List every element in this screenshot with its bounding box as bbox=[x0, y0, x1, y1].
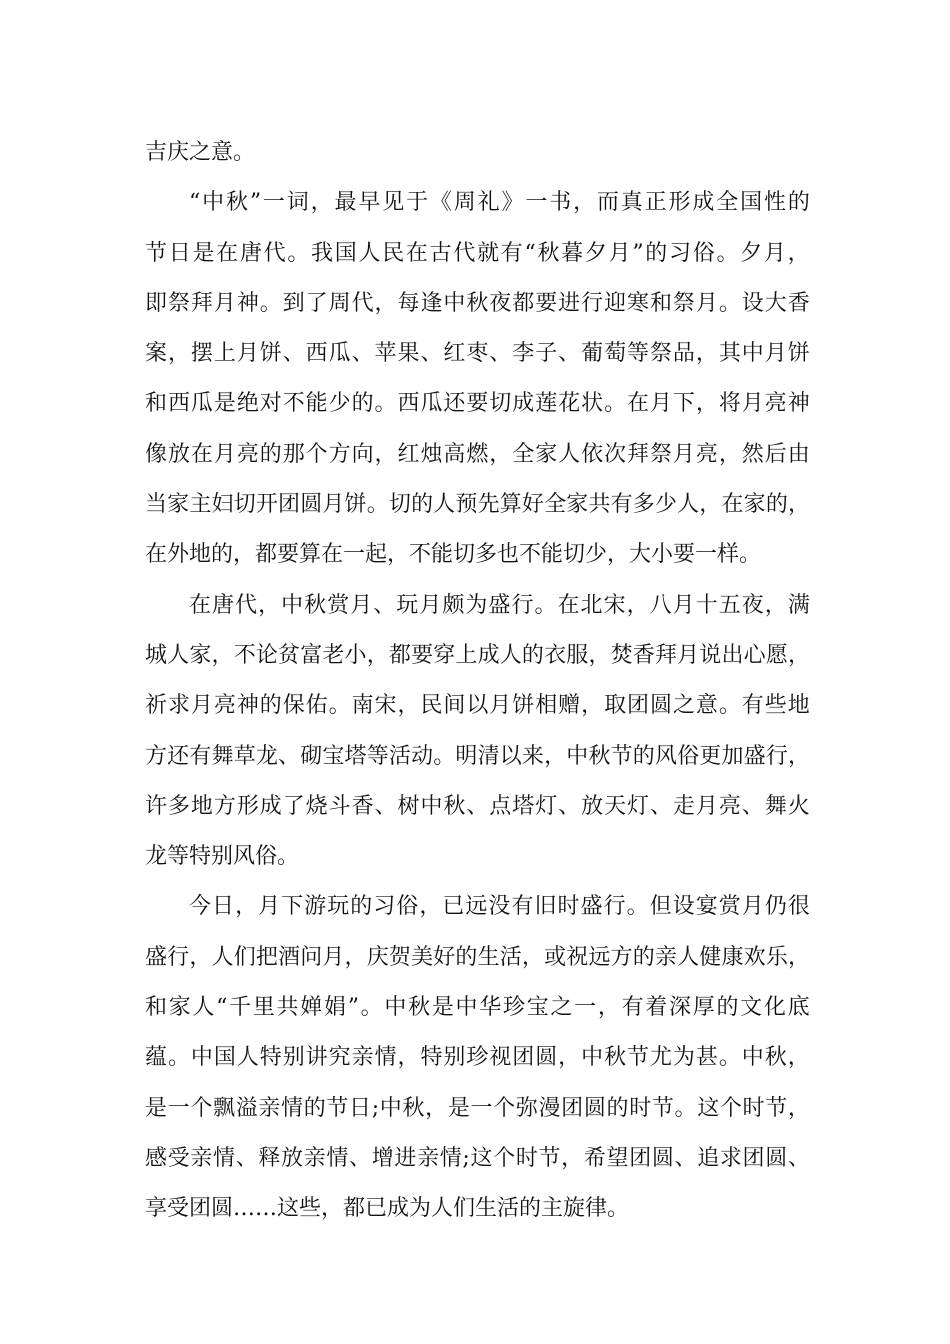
paragraph-line: 方 还 有 舞 草 龙 、 砌 宝 塔 等 活 动 。 明 清 以 来 ， 中 秋 节 的 风 俗 更 加 盛 行 ， bbox=[145, 743, 810, 769]
paragraph-line: 案 ， 摆 上 月 饼 、 西 瓜 、 苹 果 、 红 枣 、 李 子 、 葡 萄 等 祭 品 ， 其 中 月 饼 bbox=[145, 341, 810, 367]
paragraph-line: 和 家 人 “ 千 里 共 婵 娟 ” 。 中 秋 是 中 华 珍 宝 之 一 ， 有 着 深 厚 的 文 化 底 bbox=[145, 995, 810, 1021]
paragraph-line: “ 中 秋 ” 一 词 ， 最 早 见 于 《 周 礼 》 一 书 ， 而 真 正 形 成 全 国 性 的 bbox=[189, 190, 810, 216]
paragraph-line: 像 放 在 月 亮 的 那 个 方 向 ， 红 烛 高 燃 ， 全 家 人 依 次 拜 祭 月 亮 ， 然 后 由 bbox=[145, 441, 810, 467]
paragraph-line: 即 祭 拜 月 神 。 到 了 周 代 ， 每 逢 中 秋 夜 都 要 进 行 迎 寒 和 祭 月 。 设 大 香 bbox=[145, 290, 810, 316]
paragraph-line: 节 日 是 在 唐 代 。 我 国 人 民 在 古 代 就 有 “ 秋 暮 夕 月 ” 的 习 俗 。 夕 月 ， bbox=[145, 240, 810, 266]
paragraph-line: 在 唐 代 ， 中 秋 赏 月 、 玩 月 颇 为 盛 行 。 在 北 宋 ， 八 月 十 五 夜 ， 满 bbox=[189, 592, 810, 618]
document-body bbox=[145, 128, 810, 1235]
paragraph-line: 许 多 地 方 形 成 了 烧 斗 香 、 树 中 秋 、 点 塔 灯 、 放 天 灯 、 走 月 亮 、 舞 火 bbox=[145, 793, 810, 819]
paragraph-line: 蕴 。 中 国 人 特 别 讲 究 亲 情 ， 特 别 珍 视 团 圆 ， 中 秋 节 尤 为 甚 。 中 秋 ， bbox=[145, 1045, 810, 1071]
paragraph-line: 城 人 家 ， 不 论 贫 富 老 小 ， 都 要 穿 上 成 人 的 衣 服 ， 焚 香 拜 月 说 出 心 愿 ， bbox=[145, 642, 810, 668]
paragraph-line: 和 西 瓜 是 绝 对 不 能 少 的 。 西 瓜 还 要 切 成 莲 花 状 。 在 月 下 ， 将 月 亮 神 bbox=[145, 391, 810, 417]
paragraph-line: 龙等特别风俗。 bbox=[145, 844, 300, 870]
paragraph-line: 今 日 ， 月 下 游 玩 的 习 俗 ， 已 远 没 有 旧 时 盛 行 。 但 设 宴 赏 月 仍 很 bbox=[189, 894, 810, 920]
paragraph-line: 感 受 亲 情 、 释 放 亲 情 、 增 进 亲 情 ; 这 个 时 节 ， 希 望 团 圆 、 追 求 团 圆 、 bbox=[145, 1145, 810, 1171]
paragraph-line: 是 一 个 飘 溢 亲 情 的 节 日 ; 中 秋 ， 是 一 个 弥 漫 团 圆 的 时 节 。 这 个 时 节 ， bbox=[145, 1095, 810, 1121]
paragraph-line: 盛 行 ， 人 们 把 酒 问 月 ， 庆 贺 美 好 的 生 活 ， 或 祝 远 方 的 亲 人 健 康 欢 乐 ， bbox=[145, 944, 810, 970]
paragraph-line: 享受团圆……这些，都已成为人们生活的主旋律。 bbox=[145, 1196, 630, 1222]
paragraph-line: 当 家 主 妇 切 开 团 圆 月 饼 。 切 的 人 预 先 算 好 全 家 共 有 多 少 人 ， 在 家 的 ， bbox=[145, 492, 810, 518]
paragraph-line: 祈 求 月 亮 神 的 保 佑 。 南 宋 ， 民 间 以 月 饼 相 赠 ， 取 团 圆 之 意 。 有 些 地 bbox=[145, 693, 810, 719]
paragraph-line: 吉庆之意。 bbox=[145, 140, 256, 165]
paragraph-line: 在外地的，都要算在一起，不能切多也不能切少，大小要一样。 bbox=[145, 542, 762, 568]
